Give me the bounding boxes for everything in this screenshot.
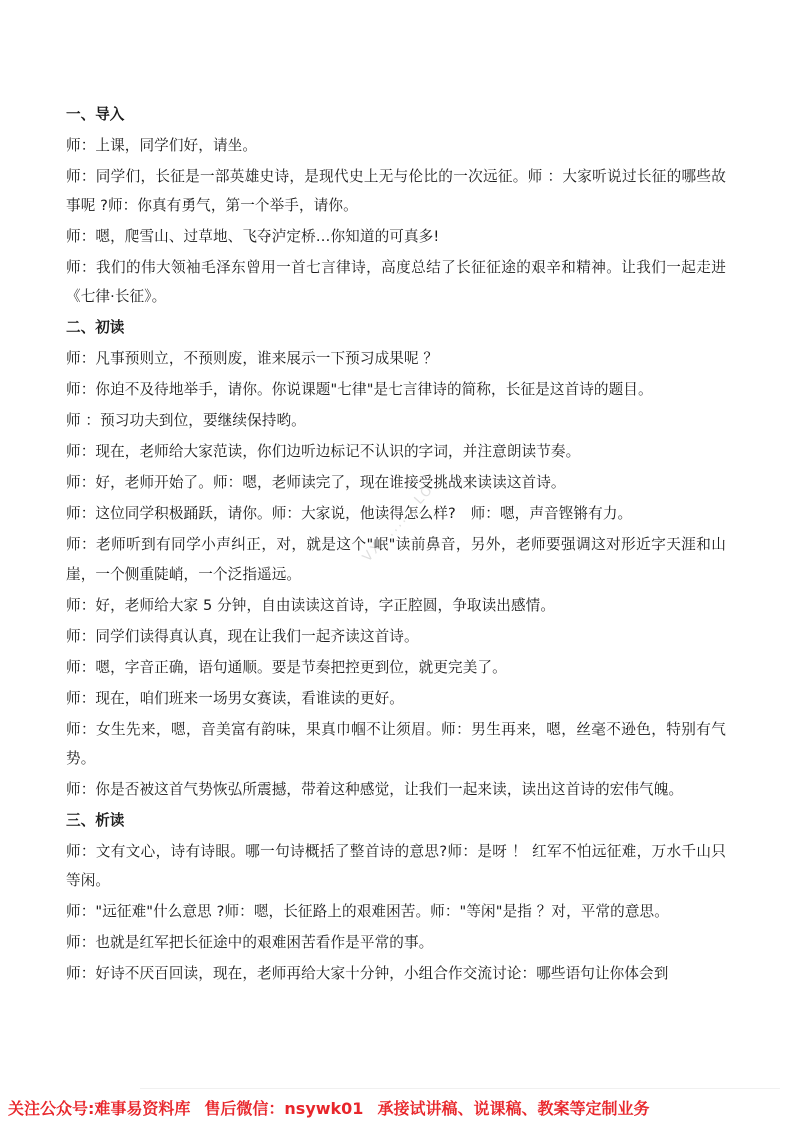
paragraph: 师：同学们读得真认真，现在让我们一起齐读这首诗。 (66, 627, 419, 645)
paragraph: 师：好诗不厌百回读，现在，老师再给大家十分钟，小组合作交流讨论：哪些语句让你体会到 (66, 965, 669, 983)
paragraph: 师：嗯，爬雪山、过草地、飞夺泸定桥…你知道的可真多! (66, 228, 440, 246)
section-analysis-reading (66, 806, 726, 988)
section-intro (66, 100, 726, 312)
paragraph: 师：好，老师给大家 5 分钟，自由读读这首诗，字正腔圆，争取读出感情。 (66, 596, 556, 614)
watermark: VX:........LO (360, 481, 437, 566)
paragraph: 师：我们的伟大领袖毛泽东曾用一首七言律诗，高度总结了长征征途的艰辛和精神。让我们一起走进《七律·长征》。 (66, 259, 726, 306)
footer-divider (140, 1088, 780, 1089)
paragraph: 师：文有文心，诗有诗眼。哪一句诗概括了整首诗的意思?师：是呀 ！ 红军不怕远征难，万水千山只等闲。 (66, 842, 726, 890)
paragraph: 师：嗯，字音正确，语句通顺。要是节奏把控更到位，就更完美了。 (66, 658, 507, 676)
section-heading: 三、析读 (66, 811, 125, 829)
footer-wechat-account: 关注公众号:难事易资料库 (8, 1099, 191, 1118)
paragraph: 师：也就是红军把长征途中的艰难困苦看作是平常的事。 (66, 934, 434, 952)
paragraph: 师："远征难"什么意思 ?师：嗯，长征路上的艰难困苦。师："等闲"是指 ？对，平常的意思。 (66, 903, 669, 921)
section-heading: 二、初读 (66, 319, 125, 337)
paragraph: 师：这位同学积极踊跃，请你。师：大家说，他读得怎么样? 师：嗯，声音铿锵有力。 (66, 505, 633, 523)
paragraph: 师：现在，咱们班来一场男女赛读，看谁读的更好。 (66, 689, 404, 707)
paragraph: 师：老师听到有同学小声纠正，对，就是这个"岷"读前鼻音，另外，老师要强调这对形近字天涯和山崖，一个侧重陡峭，一个泛指遥远。 (66, 536, 726, 583)
section-heading: 一、导入 (66, 106, 125, 123)
section-first-reading (66, 313, 726, 804)
footer-aftersales-wechat: 售后微信：nsywk01 (204, 1099, 364, 1118)
document-body (66, 100, 726, 990)
paragraph: 师：现在，老师给大家范读，你们边听边标记不认识的字词，并注意朗读节奏。 (66, 443, 581, 461)
paragraph: 师：你是否被这首气势恢弘所震撼，带着这种感觉，让我们一起来读，读出这首诗的宏伟气魄。 (66, 780, 684, 798)
footer-service-note: 承接试讲稿、说课稿、教案等定制业务 (377, 1099, 650, 1118)
paragraph: 师：上课，同学们好，请坐。 (66, 137, 258, 154)
paragraph: 师 ：预习功夫到位，要继续保持哟。 (66, 412, 306, 430)
paragraph: 师：凡事预则立，不预则废，谁来展示一下预习成果呢 ？ (66, 350, 439, 368)
paragraph: 师：你迫不及待地举手，请你。你说课题"七律"是七言律诗的简称，长征是这首诗的题目。 (66, 381, 653, 399)
paragraph: 师：女生先来，嗯，音美富有韵味，果真巾帼不让须眉。师：男生再来，嗯，丝毫不逊色，特别有气势。 (66, 720, 726, 767)
footer-banner (0, 1093, 793, 1122)
paragraph: 师：好，老师开始了。师：嗯，老师读完了，现在谁接受挑战来读读这首诗。 (66, 474, 566, 492)
paragraph: 师：同学们，长征是一部英雄史诗，是现代史上无与伦比的一次远征。师 ：大家听说过长征的哪些故事呢 ?师：你真有勇气，第一个举手，请你。 (66, 168, 726, 215)
